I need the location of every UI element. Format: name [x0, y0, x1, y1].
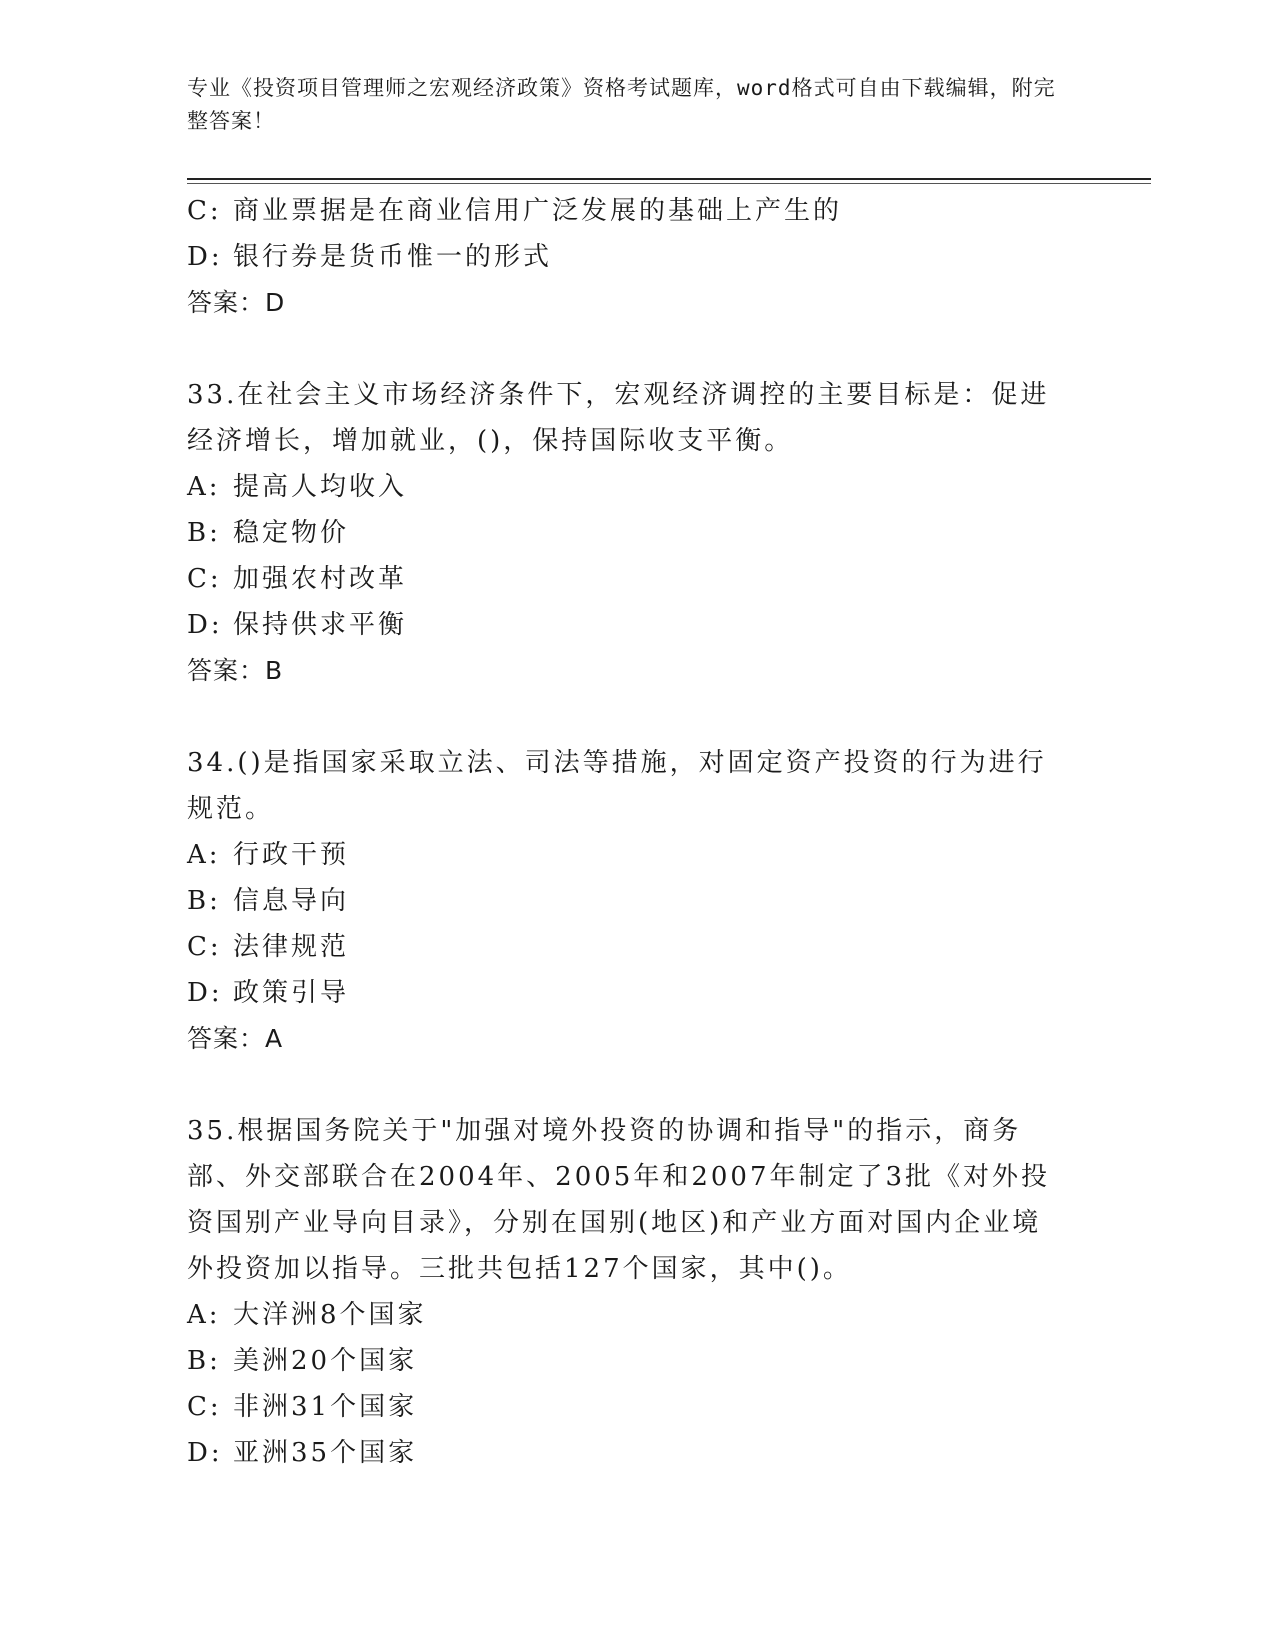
option-b: B: 信息导向 — [187, 886, 350, 916]
question-35 — [187, 1108, 1067, 1476]
option-c: C: 商业票据是在商业信用广泛发展的基础上产生的 — [187, 196, 843, 226]
option-b: B: 美洲20个国家 — [187, 1346, 418, 1376]
question-34 — [187, 740, 1067, 1062]
option-d: D: 银行券是货币惟一的形式 — [187, 242, 553, 272]
answer-line: 答案：A — [187, 1024, 284, 1053]
question-list — [187, 188, 1067, 1476]
question-stem: 34.()是指国家采取立法、司法等措施，对固定资产投资的行为进行规范。 — [187, 748, 1047, 824]
option-d: D: 保持供求平衡 — [187, 610, 408, 640]
option-a: A: 行政干预 — [187, 840, 350, 870]
question-33 — [187, 372, 1067, 694]
question-32-tail — [187, 188, 1067, 326]
option-c: C: 非洲31个国家 — [187, 1392, 418, 1422]
header-divider-thin — [187, 183, 1151, 184]
header-divider-thick — [187, 178, 1151, 180]
answer-line: 答案：D — [187, 288, 286, 317]
option-c: C: 加强农村改革 — [187, 564, 408, 594]
header-note: 专业《投资项目管理师之宏观经济政策》资格考试题库，word格式可自由下载编辑，附完整答案！ — [187, 76, 1056, 133]
option-a: A: 大洋洲8个国家 — [187, 1300, 427, 1330]
option-b: B: 稳定物价 — [187, 518, 350, 548]
question-stem: 33.在社会主义市场经济条件下，宏观经济调控的主要目标是：促进经济增长，增加就业，()，保持国际收支平衡。 — [187, 380, 1050, 456]
option-d: D: 亚洲35个国家 — [187, 1438, 418, 1468]
option-d: D: 政策引导 — [187, 978, 350, 1008]
option-a: A: 提高人均收入 — [187, 472, 408, 502]
spacer — [187, 694, 1067, 740]
spacer — [187, 1062, 1067, 1108]
question-stem: 35.根据国务院关于"加强对境外投资的协调和指导"的指示，商务部、外交部联合在2004年、2005年和2007年制定了3批《对外投资国别产业导向目录》，分别在国别(地区)和产业方面对国内企业境外投资加以指导。三批共包括127个国家，其中()。 — [187, 1116, 1051, 1284]
spacer — [187, 326, 1067, 372]
answer-line: 答案：B — [187, 656, 284, 685]
option-c: C: 法律规范 — [187, 932, 350, 962]
